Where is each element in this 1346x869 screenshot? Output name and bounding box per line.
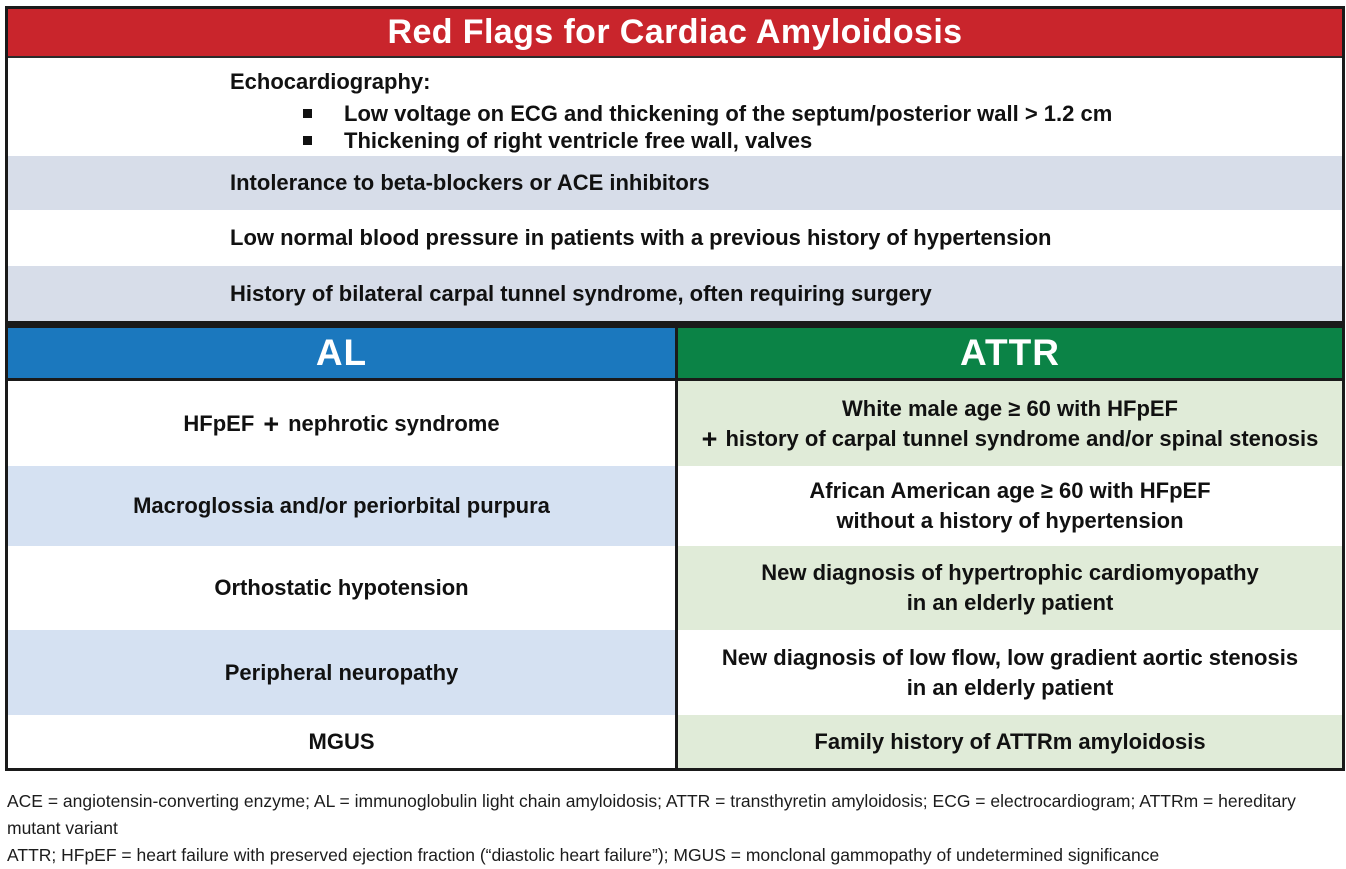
attr-column-header bbox=[675, 328, 1342, 378]
red-flag-text: Intolerance to beta-blockers or ACE inhibitors bbox=[230, 170, 710, 195]
bullet-item bbox=[303, 100, 1332, 127]
red-flags-table bbox=[5, 6, 1345, 771]
al-cell-orthostatic bbox=[8, 546, 675, 630]
cell-line: Family history of ATTRm amyloidosis bbox=[814, 728, 1206, 754]
red-flag-row bbox=[8, 156, 1342, 210]
cell-line bbox=[183, 409, 499, 439]
cell-text: nephrotic syndrome bbox=[288, 410, 500, 436]
bullet-text: Low voltage on ECG and thickening of the septum/posterior wall > 1.2 cm bbox=[344, 101, 1113, 126]
square-bullet-icon bbox=[303, 136, 312, 145]
al-cell-neuropathy bbox=[8, 630, 675, 715]
attr-cell-white-male bbox=[675, 381, 1342, 466]
cell-line: in an elderly patient bbox=[906, 674, 1114, 700]
red-flag-text: History of bilateral carpal tunnel syndrome, often requiring surgery bbox=[230, 280, 932, 306]
cell-line: White male age ≥ 60 with HFpEF bbox=[841, 395, 1178, 421]
attr-cell-family-history bbox=[675, 715, 1342, 768]
cell-line: New diagnosis of low flow, low gradient aortic stenosis bbox=[721, 644, 1299, 670]
al-cell-mgus bbox=[8, 715, 675, 768]
red-flag-row bbox=[8, 210, 1342, 266]
echocardiography-bullet-list bbox=[230, 100, 1332, 154]
plus-sign: + bbox=[701, 424, 718, 454]
al-header-label: AL bbox=[315, 332, 368, 373]
cell-text: Peripheral neuropathy bbox=[224, 659, 459, 685]
al-column-header bbox=[8, 328, 675, 378]
cell-line: in an elderly patient bbox=[906, 590, 1114, 615]
section-divider bbox=[8, 321, 1342, 328]
attr-cell-aortic-stenosis bbox=[675, 630, 1342, 715]
table-title-bar bbox=[8, 9, 1342, 58]
plus-sign: + bbox=[263, 409, 280, 439]
footnote-line: ATTR; HFpEF = heart failure with preserved ejection fraction (“diastolic heart failure”); MGUS = monclonal gammopathy of undetermined significance bbox=[7, 845, 1160, 865]
bullet-text: Thickening of right ventricle free wall, valves bbox=[344, 128, 813, 153]
column-header-row bbox=[8, 328, 1342, 378]
cell-text: HFpEF bbox=[183, 410, 255, 436]
cell-text: history of carpal tunnel syndrome and/or spinal stenosis bbox=[725, 425, 1319, 451]
cell-text: MGUS bbox=[308, 728, 375, 754]
cell-line bbox=[702, 424, 1319, 454]
cell-line: African American age ≥ 60 with HFpEF bbox=[809, 478, 1211, 503]
cell-text: Orthostatic hypotension bbox=[214, 575, 469, 600]
bullet-item bbox=[303, 127, 1332, 154]
comparison-grid bbox=[8, 381, 1342, 768]
al-cell-hfpef-nephrotic bbox=[8, 381, 675, 466]
table-title: Red Flags for Cardiac Amyloidosis bbox=[387, 13, 963, 51]
cell-line: New diagnosis of hypertrophic cardiomyopathy bbox=[761, 560, 1259, 585]
echocardiography-section bbox=[8, 58, 1342, 156]
red-flag-row bbox=[8, 266, 1342, 321]
abbreviations-footnote bbox=[7, 788, 1339, 869]
attr-header-label: ATTR bbox=[960, 332, 1060, 373]
al-cell-macroglossia bbox=[8, 466, 675, 546]
cell-text: Macroglossia and/or periorbital purpura bbox=[133, 493, 550, 518]
attr-cell-african-american bbox=[675, 466, 1342, 546]
red-flag-text: Low normal blood pressure in patients with a previous history of hypertension bbox=[230, 225, 1052, 250]
footnote-line: ACE = angiotensin-converting enzyme; AL = immunoglobulin light chain amyloidosis; ATTR = transthyretin amyloidosis; ECG = electrocardiogram; ATTRm = hereditary mutant variant bbox=[7, 791, 1296, 838]
cell-line: without a history of hypertension bbox=[836, 508, 1184, 533]
square-bullet-icon bbox=[303, 109, 312, 118]
attr-cell-hypertrophic bbox=[675, 546, 1342, 630]
echocardiography-heading: Echocardiography: bbox=[230, 69, 431, 94]
